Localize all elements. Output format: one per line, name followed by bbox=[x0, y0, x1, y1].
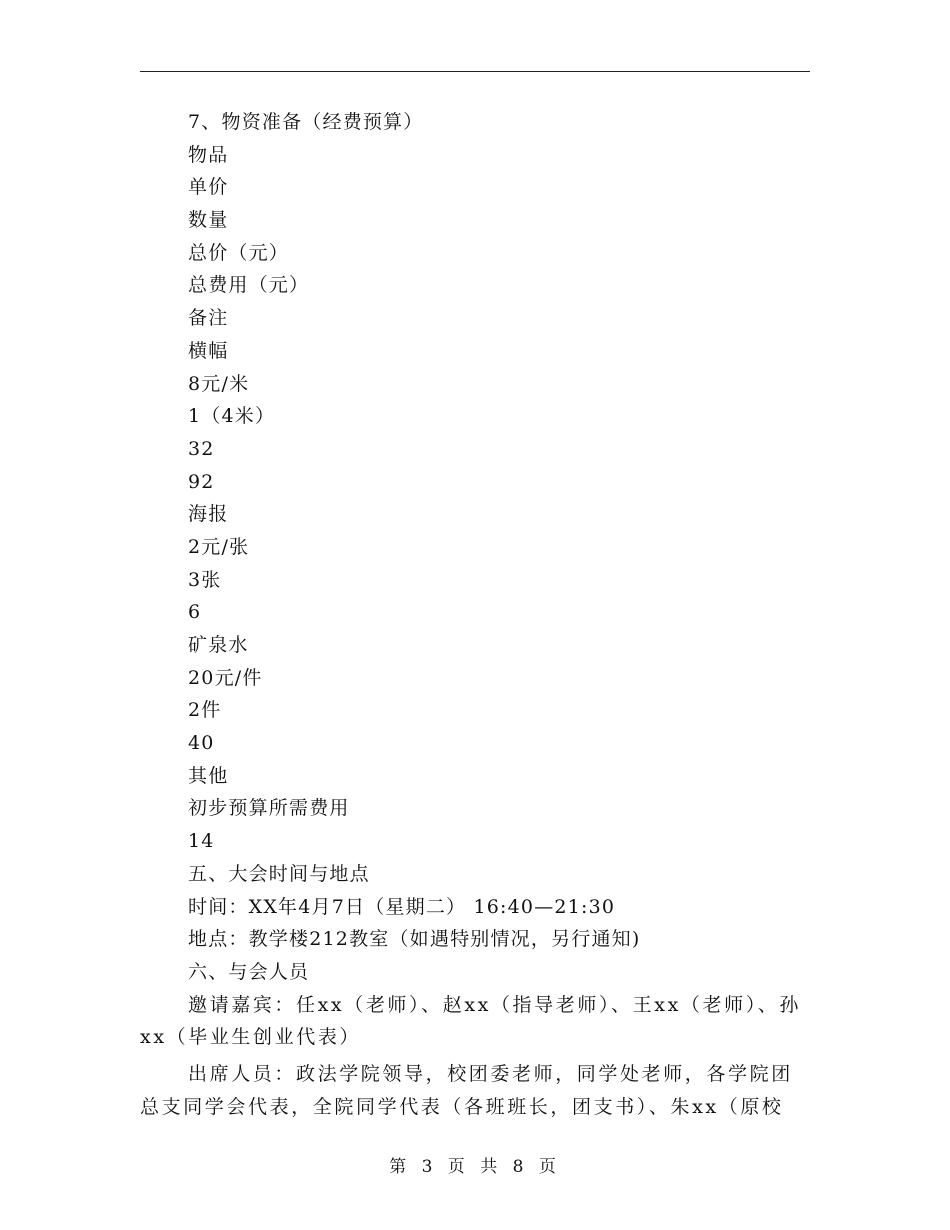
document-body bbox=[140, 106, 812, 1123]
text-line: 初步预算所需费用 bbox=[188, 797, 350, 820]
section-heading-time-place: 五、大会时间与地点 bbox=[188, 862, 370, 885]
meeting-time: 时间：XX年4月7日（星期二） 16:40—21:30 bbox=[188, 895, 616, 918]
text-line: 横幅 bbox=[188, 339, 229, 362]
text-line: 14 bbox=[188, 830, 215, 853]
meeting-location: 地点：教学楼212教室（如遇特别情况，另行通知) bbox=[188, 928, 641, 951]
text-line: 总价（元） bbox=[188, 241, 290, 264]
text-line: 6 bbox=[188, 601, 202, 624]
text-line: 备注 bbox=[188, 307, 229, 330]
text-line: 32 bbox=[188, 437, 215, 460]
text-line: 矿泉水 bbox=[188, 634, 249, 656]
text-line: 2元/张 bbox=[188, 535, 250, 558]
text-line: 20元/件 bbox=[188, 666, 263, 689]
text-line: 8元/米 bbox=[188, 372, 250, 395]
text-line: 40 bbox=[188, 732, 215, 755]
text-line: 3张 bbox=[188, 568, 222, 591]
text-line: 数量 bbox=[188, 209, 229, 232]
text-line: 总费用（元） bbox=[188, 274, 310, 297]
text-line: 单价 bbox=[188, 176, 229, 199]
text-line: 其他 bbox=[188, 764, 229, 787]
text-line: 物品 bbox=[188, 143, 229, 166]
section-heading-materials: 7、物资准备（经费预算） bbox=[188, 111, 424, 133]
text-line: 1（4米） bbox=[188, 405, 276, 428]
page-footer: 第 3 页 共 8 页 bbox=[389, 1157, 561, 1177]
section-heading-attendees: 六、与会人员 bbox=[188, 960, 310, 983]
header-rule bbox=[140, 71, 810, 72]
text-line: 92 bbox=[188, 470, 215, 493]
attendees-paragraph: 出席人员：政法学院领导，校团委老师，同学处老师，各学院团总支同学会代表，全院同学代表（各班班长，团支书）、朱xx（原校 bbox=[140, 1062, 793, 1118]
text-line: 2件 bbox=[188, 699, 222, 722]
invited-guests-paragraph: 邀请嘉宾：任xx（老师）、赵xx（指导老师）、王xx（老师）、孙xx（毕业生创业代表） bbox=[140, 993, 801, 1049]
text-line: 海报 bbox=[188, 503, 229, 526]
